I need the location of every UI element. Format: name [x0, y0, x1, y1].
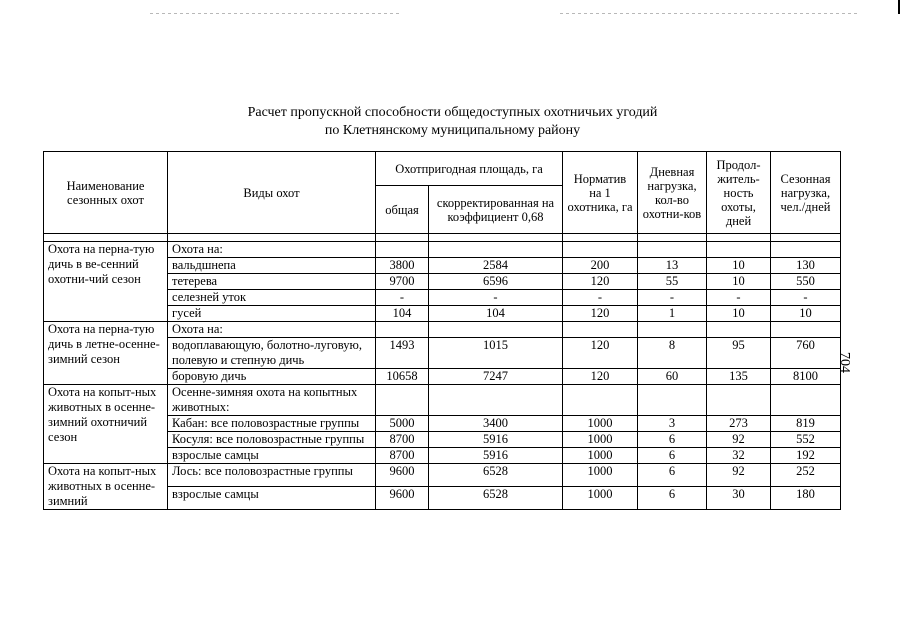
- norm-cell: 1000: [563, 448, 638, 464]
- header-duration: Продол-житель-ность охоты, дней: [707, 152, 771, 234]
- area-total-cell: [376, 322, 429, 338]
- seasonal-load-cell: -: [771, 290, 841, 306]
- area-total-cell: 104: [376, 306, 429, 322]
- header-hunt-species: Виды охот: [168, 152, 376, 234]
- area-total-cell: 3800: [376, 258, 429, 274]
- scan-edge-mark: [898, 0, 900, 14]
- seasonal-load-cell: 552: [771, 432, 841, 448]
- area-adjusted-cell: 104: [429, 306, 563, 322]
- duration-cell: -: [707, 290, 771, 306]
- area-total-cell: 10658: [376, 369, 429, 385]
- species-cell: Косуля: все половозрастные группы: [168, 432, 376, 448]
- seasonal-load-cell: 10: [771, 306, 841, 322]
- duration-cell: 273: [707, 416, 771, 432]
- area-adjusted-cell: 2584: [429, 258, 563, 274]
- norm-cell: 200: [563, 258, 638, 274]
- season-ungulates-autumn-winter: Охота на копыт-ных животных в осенне-зимний охотничий сезон: [44, 385, 168, 464]
- area-total-cell: [376, 242, 429, 258]
- area-adjusted-cell: 5916: [429, 432, 563, 448]
- area-total-cell: 9600: [376, 487, 429, 510]
- area-total-cell: 8700: [376, 448, 429, 464]
- daily-load-cell: 3: [638, 416, 707, 432]
- page-number: 704: [837, 352, 852, 373]
- area-adjusted-cell: [429, 242, 563, 258]
- duration-cell: 92: [707, 464, 771, 487]
- daily-load-cell: 55: [638, 274, 707, 290]
- area-adjusted-cell: -: [429, 290, 563, 306]
- norm-cell: 1000: [563, 432, 638, 448]
- area-adjusted-cell: 5916: [429, 448, 563, 464]
- area-adjusted-cell: 3400: [429, 416, 563, 432]
- area-adjusted-cell: 7247: [429, 369, 563, 385]
- scan-noise: [150, 13, 400, 15]
- daily-load-cell: 1: [638, 306, 707, 322]
- daily-load-cell: [638, 385, 707, 416]
- area-adjusted-cell: 6528: [429, 487, 563, 510]
- seasonal-load-cell: 252: [771, 464, 841, 487]
- seasonal-load-cell: [771, 242, 841, 258]
- header-season-name: Наименование сезонных охот: [44, 152, 168, 234]
- area-adjusted-cell: [429, 385, 563, 416]
- duration-cell: 10: [707, 274, 771, 290]
- season-summer-autumn-bird: Охота на перна-тую дичь в летне-осенне-зимний сезон: [44, 322, 168, 385]
- duration-cell: 92: [707, 432, 771, 448]
- norm-cell: -: [563, 290, 638, 306]
- header-area-adjusted: скорректированная на коэффициент 0,68: [429, 186, 563, 234]
- seasonal-load-cell: 130: [771, 258, 841, 274]
- species-cell: Охота на:: [168, 322, 376, 338]
- area-total-cell: 5000: [376, 416, 429, 432]
- norm-cell: 1000: [563, 487, 638, 510]
- daily-load-cell: [638, 322, 707, 338]
- duration-cell: [707, 385, 771, 416]
- duration-cell: [707, 242, 771, 258]
- header-area: Охотпригодная площадь, га: [376, 152, 563, 186]
- norm-cell: [563, 322, 638, 338]
- area-total-cell: 8700: [376, 432, 429, 448]
- seasonal-load-cell: 760: [771, 338, 841, 369]
- species-cell: Кабан: все половозрастные группы: [168, 416, 376, 432]
- header-area-total: общая: [376, 186, 429, 234]
- daily-load-cell: [638, 242, 707, 258]
- norm-cell: 120: [563, 306, 638, 322]
- norm-cell: 120: [563, 338, 638, 369]
- norm-cell: [563, 385, 638, 416]
- norm-cell: [563, 242, 638, 258]
- document-title: [0, 104, 905, 140]
- seasonal-load-cell: [771, 322, 841, 338]
- title-line-2: по Клетнянскому муниципальному району: [324, 123, 581, 138]
- header-norm: Норматив на 1 охотника, га: [563, 152, 638, 234]
- area-total-cell: -: [376, 290, 429, 306]
- scan-noise: [560, 13, 860, 15]
- species-cell: Лось: все половозрастные группы: [168, 464, 376, 487]
- duration-cell: 10: [707, 258, 771, 274]
- norm-cell: 120: [563, 369, 638, 385]
- species-cell: Осенне-зимняя охота на копытных животных:: [168, 385, 376, 416]
- seasonal-load-cell: 180: [771, 487, 841, 510]
- seasonal-load-cell: [771, 385, 841, 416]
- capacity-table: [43, 151, 841, 510]
- season-spring-bird: Охота на перна-тую дичь в ве-сенний охотни-чий сезон: [44, 242, 168, 322]
- duration-cell: 32: [707, 448, 771, 464]
- species-cell: взрослые самцы: [168, 487, 376, 510]
- norm-cell: 1000: [563, 464, 638, 487]
- seasonal-load-cell: 192: [771, 448, 841, 464]
- norm-cell: 120: [563, 274, 638, 290]
- species-cell: Охота на:: [168, 242, 376, 258]
- header-seasonal-load: Сезонная нагрузка, чел./дней: [771, 152, 841, 234]
- daily-load-cell: 8: [638, 338, 707, 369]
- area-adjusted-cell: 6528: [429, 464, 563, 487]
- daily-load-cell: 60: [638, 369, 707, 385]
- season-ungulates-moose: Охота на копыт-ных животных в осенне-зимний: [44, 464, 168, 510]
- area-adjusted-cell: 6596: [429, 274, 563, 290]
- area-total-cell: 1493: [376, 338, 429, 369]
- species-cell: боровую дичь: [168, 369, 376, 385]
- duration-cell: 30: [707, 487, 771, 510]
- species-cell: тетерева: [168, 274, 376, 290]
- seasonal-load-cell: 550: [771, 274, 841, 290]
- daily-load-cell: 13: [638, 258, 707, 274]
- area-adjusted-cell: [429, 322, 563, 338]
- header-daily-load: Дневная нагрузка, кол-во охотни-ков: [638, 152, 707, 234]
- duration-cell: 95: [707, 338, 771, 369]
- daily-load-cell: 6: [638, 448, 707, 464]
- daily-load-cell: 6: [638, 464, 707, 487]
- area-total-cell: [376, 385, 429, 416]
- species-cell: водоплавающую, болотно-луговую, полевую и степную дичь: [168, 338, 376, 369]
- daily-load-cell: 6: [638, 487, 707, 510]
- species-cell: взрослые самцы: [168, 448, 376, 464]
- daily-load-cell: -: [638, 290, 707, 306]
- species-cell: гусей: [168, 306, 376, 322]
- title-line-1: Расчет пропускной способности общедоступных охотничьих угодий: [247, 105, 658, 120]
- area-total-cell: 9600: [376, 464, 429, 487]
- seasonal-load-cell: 8100: [771, 369, 841, 385]
- duration-cell: 135: [707, 369, 771, 385]
- duration-cell: 10: [707, 306, 771, 322]
- area-total-cell: 9700: [376, 274, 429, 290]
- seasonal-load-cell: 819: [771, 416, 841, 432]
- daily-load-cell: 6: [638, 432, 707, 448]
- species-cell: селезней уток: [168, 290, 376, 306]
- duration-cell: [707, 322, 771, 338]
- area-adjusted-cell: 1015: [429, 338, 563, 369]
- species-cell: вальдшнепа: [168, 258, 376, 274]
- norm-cell: 1000: [563, 416, 638, 432]
